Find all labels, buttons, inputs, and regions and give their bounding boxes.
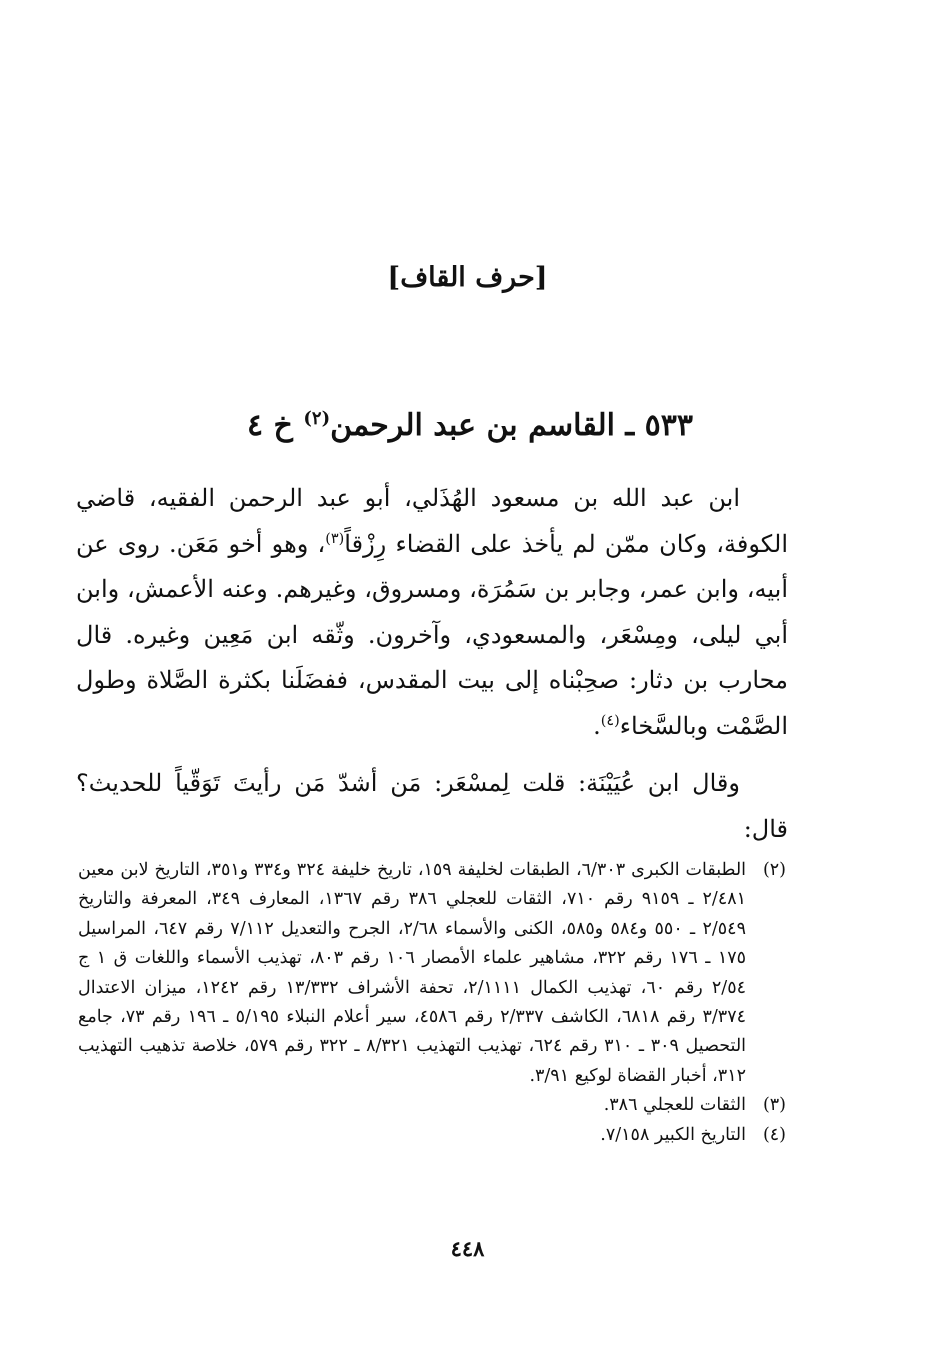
page-number: ٤٤٨ — [450, 1236, 485, 1261]
footnote-number: (٢) — [762, 860, 786, 880]
footnote-number: (٤) — [762, 1124, 786, 1145]
entry-title-suffix: خ ٤ — [246, 408, 304, 443]
entry-body — [76, 476, 788, 852]
biography-text-part-2: ، وهو أخو مَعَن. روى عن أبيه، وابن عمر، وجابر بن سَمُرَة، ومسروق، وغيرهم. وعنه الأعمش، وابن أبي ليلى، ومِسْعَر، والمسعودي، وآخرون. وثّقه ابن مَعِين وغيره. قال محارب بن دثار: صحِبْناه إلى بيت المقدس، ففضَلَنا بكثرة الصَّلاة وطول الصَّمْت وبالسَّخاء — [76, 529, 788, 740]
footnote-text: التاريخ الكبير ٧/١٥٨. — [600, 1124, 746, 1145]
footnote-3 — [78, 1091, 786, 1120]
footnote-ref-2: (٢) — [303, 408, 331, 429]
section-heading: [حرف القاف] — [387, 262, 548, 293]
biography-text-end: . — [593, 711, 601, 740]
entry-title — [150, 408, 790, 443]
footnotes — [78, 856, 786, 1150]
entry-title-text: ٥٣٣ ـ القاسم بن عبد الرحمن — [330, 408, 693, 443]
footnote-4 — [78, 1121, 786, 1150]
footnote-ref-3: (٣) — [325, 530, 345, 547]
footnote-2 — [78, 856, 786, 1091]
paragraph-biography — [76, 476, 788, 749]
footnote-text: الطبقات الكبرى ٦/٣٠٣، الطبقات لخليفة ١٥٩، تاريخ خليفة ٣٢٤ و٣٣٤ و٣٥١، التاريخ لابن معين ٢/٤٨١ ـ ٩١٥٩ رقم ٧١٠، الثقات للعجلي ٣٨٦ رقم ١٣٦٧، المعارف ٣٤٩، المعرفة والتاريخ ٢/٥٤٩ ـ ٥٥٠ و٥٨٤ و٥٨٥، الكنى والأسماء ٢/٦٨، الجرح والتعديل ٧/١١٢ رقم ٦٤٧، المراسيل ١٧٥ ـ ١٧٦ رقم ٣٢٢، مشاهير علماء الأمصار ١٠٦ رقم ٨٠٣، تهذيب الأسماء واللغات ق ١ ج ٢/٥٤ رقم ٦٠، تهذيب الكمال ٢/١١١١، تحفة الأشراف ١٣/٣٣٢ رقم ١٢٤٢، ميزان الاعتدال ٣/٣٧٤ رقم ٦٨١٨، الكاشف ٢/٣٣٧ رقم ٤٥٨٦، سير أعلام النبلاء ٥/١٩٥ ـ ١٩٦ رقم ٧٣، جامع التحصيل ٣٠٩ ـ ٣١٠ رقم ٦٢٤، تهذيب التهذيب ٨/٣٢١ ـ ٣٢٢ رقم ٥٧٩، خلاصة تذهيب التهذيب ٣١٢، أخبار القضاة لوكيع ٣/٩١. — [78, 860, 747, 1086]
biography-text-part-1: ابن عبد الله بن مسعود الهُذَلي، أبو عبد الرحمن الفقيه، قاضي الكوفة، وكان ممّن لم يأخذ على القضاء رِزْقاً — [76, 484, 788, 558]
paragraph-quote: وقال ابن عُيَيْنَة: قلت لِمسْعَر: مَن أشدّ مَن رأيتَ تَوَقّياً للحديث؟ قال: — [76, 769, 788, 843]
footnote-ref-4: (٤) — [600, 712, 620, 729]
footnote-number: (٣) — [762, 1095, 786, 1116]
footnote-text: الثقات للعجلي ٣٨٦. — [603, 1095, 746, 1116]
